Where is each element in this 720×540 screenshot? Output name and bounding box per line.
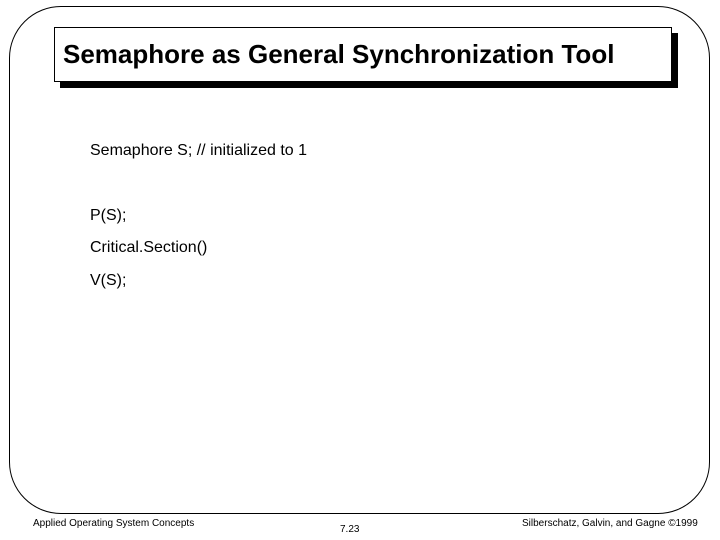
code-line-wait: P(S); (90, 207, 127, 224)
footer-book-title: Applied Operating System Concepts (33, 518, 195, 529)
title-box (54, 27, 672, 82)
code-line-semaphore-declaration: Semaphore S; // initialized to 1 (90, 142, 308, 159)
code-line-critical-section: Critical.Section() (90, 239, 208, 256)
footer-copyright: Silberschatz, Galvin, and Gagne ©1999 (522, 518, 698, 529)
code-line-signal: V(S); (90, 272, 127, 289)
footer-page-number: 7.23 (340, 524, 360, 535)
slide-title: Semaphore as General Synchronization Tool (63, 39, 615, 69)
